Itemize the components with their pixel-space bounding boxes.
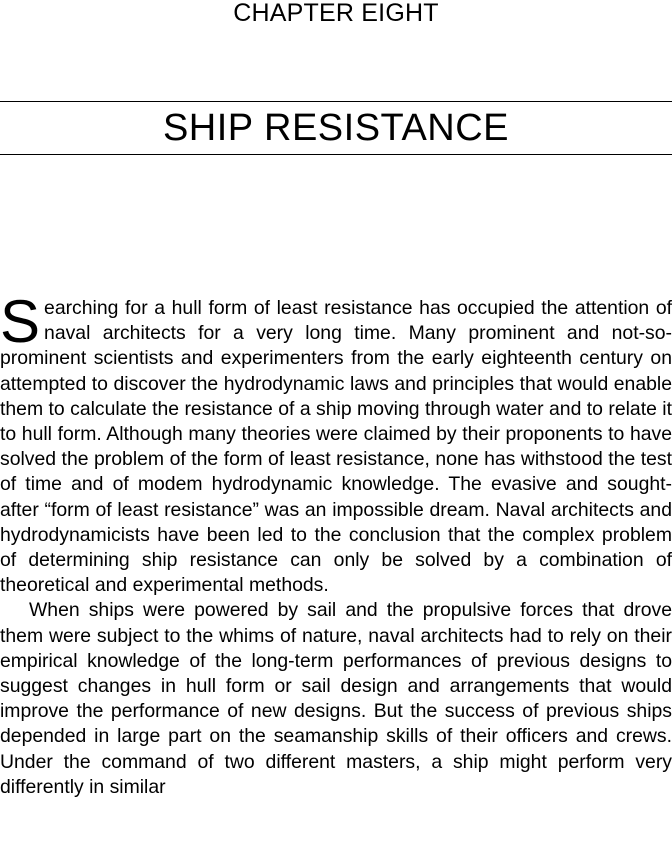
body-text	[0, 288, 672, 800]
title-rule-bottom	[0, 154, 672, 155]
paragraph-2	[0, 598, 672, 800]
title-rule-top	[0, 101, 672, 102]
paragraph-2-text: When ships were powered by sail and the propulsive forces that drove them were subject to the whims of nature, naval architects had to rely on their empirical knowledge of the long-term performances of previous designs to suggest changes in hull form or sail design and arrangements that would improve the performance of new designs. But the success of previous ships depended in large part on the seamanship skills of their officers and crews. Under the command of two different masters, a ship might perform very differently in similar	[0, 599, 672, 798]
paragraph-1	[0, 288, 672, 598]
chapter-label: CHAPTER EIGHT	[233, 0, 439, 27]
drop-cap: S	[0, 288, 41, 355]
chapter-title: SHIP RESISTANCE	[162, 107, 510, 149]
paragraph-1-text: earching for a hull form of least resistance has occupied the attention of naval architects for a very long time. Many prominent and not-so-prominent scientists and experimenters from the early eighteenth century on attempted to discover the hydrodynamic laws and principles that would enable them to calculate the resistance of a ship moving through water and to relate it to hull form. Although many theories were claimed by their proponents to have solved the problem of the form of least resistance, none has withstood the test of time and of modem hydrodynamic knowledge. The evasive and sought-after “form of least resistance” was an impossible dream. Naval architects and hydrodynamicists have been led to the conclusion that the complex problem of determining ship resistance can only be solved by a combination of theoretical and experimental methods.	[0, 297, 672, 597]
